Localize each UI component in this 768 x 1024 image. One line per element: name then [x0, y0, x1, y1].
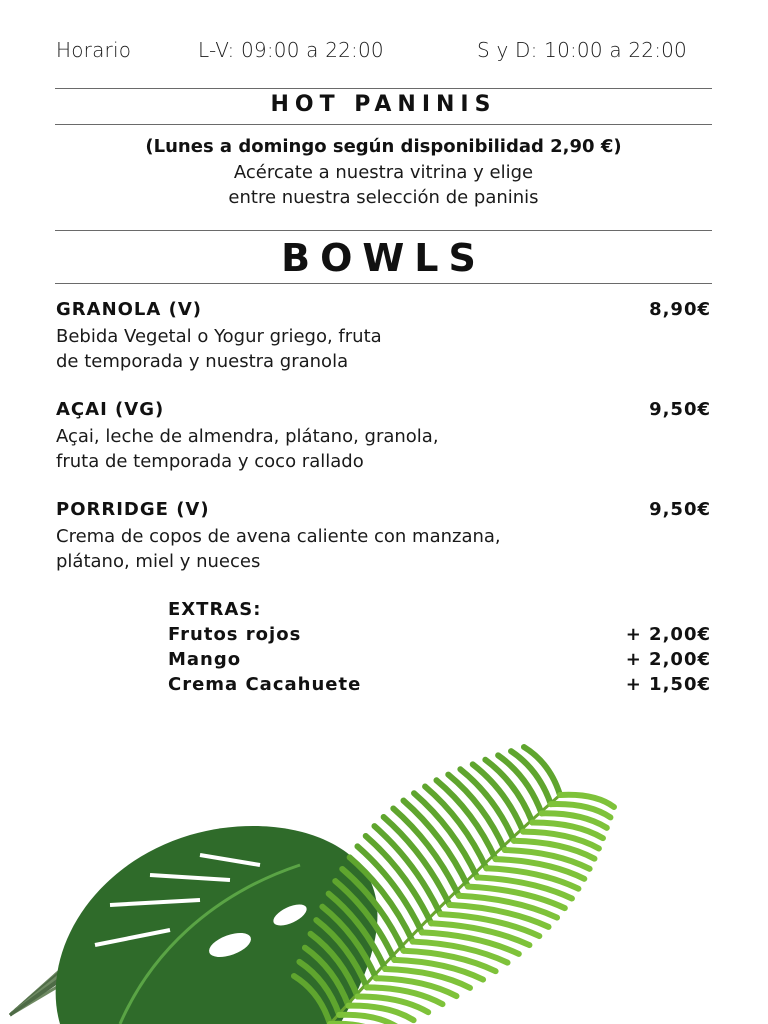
menu-item-name: GRANOLA (V)	[56, 299, 202, 320]
menu-item-name: AÇAI (VG)	[56, 399, 165, 420]
extra-item-price: + 1,50€	[625, 674, 711, 695]
hot-paninis-desc-2: entre nuestra selección de paninis	[228, 187, 539, 208]
menu-item-desc: de temporada y nuestra granola	[56, 351, 349, 372]
menu-item-price: 9,50€	[649, 399, 711, 420]
extra-item-price: + 2,00€	[625, 649, 711, 670]
menu-item-desc: Bebida Vegetal o Yogur griego, fruta	[56, 326, 382, 347]
divider-bowls-top	[55, 230, 712, 231]
hours-label: Horario	[56, 38, 132, 62]
menu-item-price: 8,90€	[649, 299, 711, 320]
menu-item-name: PORRIDGE (V)	[56, 499, 210, 520]
menu-item-desc: Açai, leche de almendra, plátano, granola,	[56, 426, 439, 447]
hot-paninis-note: (Lunes a domingo según disponibilidad 2,90 €)	[145, 136, 622, 157]
hours-weekday: L-V: 09:00 a 22:00	[198, 38, 384, 62]
extras-title: EXTRAS:	[168, 599, 262, 620]
tropical-leaves-illustration	[0, 715, 768, 1024]
hot-paninis-title: HOT PANINIS	[270, 92, 497, 117]
extra-item-price: + 2,00€	[625, 624, 711, 645]
menu-item-desc: plátano, miel y nueces	[56, 551, 261, 572]
divider-bowls-bottom	[55, 283, 712, 284]
extra-item-name: Frutos rojos	[168, 624, 302, 645]
bowls-title: BOWLS	[281, 236, 486, 280]
menu-item-desc: fruta de temporada y coco rallado	[56, 451, 364, 472]
extra-item-name: Mango	[168, 649, 242, 670]
hours-weekend: S y D: 10:00 a 22:00	[477, 38, 687, 62]
menu-item-price: 9,50€	[649, 499, 711, 520]
divider-hot-paninis	[55, 124, 712, 125]
menu-item-desc: Crema de copos de avena caliente con manzana,	[56, 526, 501, 547]
hot-paninis-desc-1: Acércate a nuestra vitrina y elige	[233, 162, 534, 183]
divider-top	[55, 88, 712, 89]
extra-item-name: Crema Cacahuete	[168, 674, 362, 695]
